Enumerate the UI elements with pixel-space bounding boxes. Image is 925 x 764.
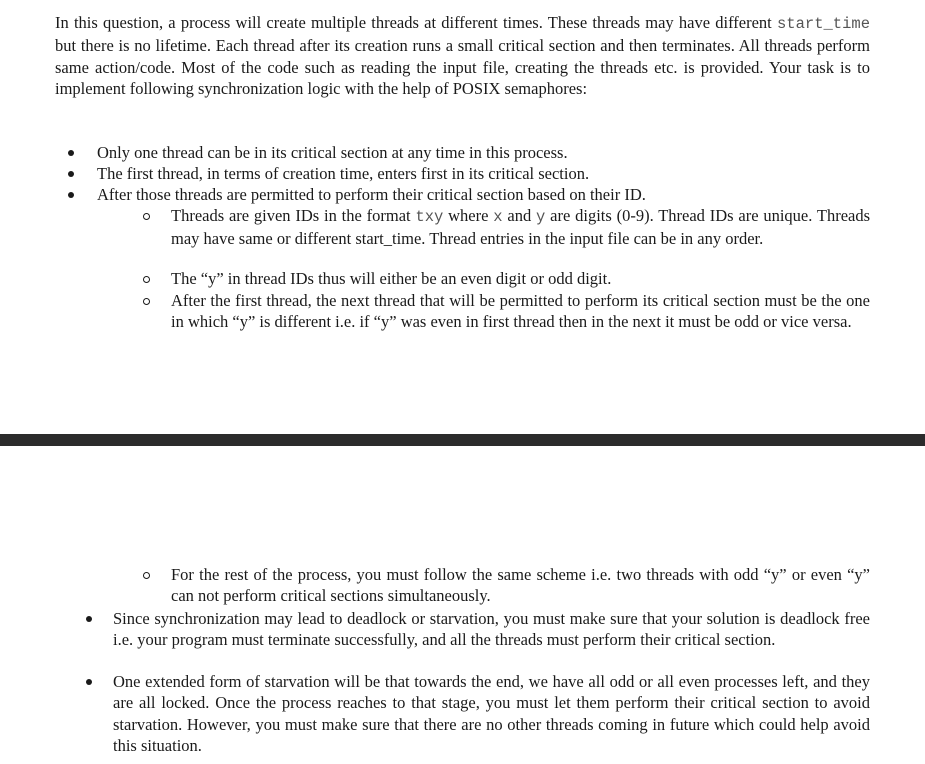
bullet-dot-icon	[86, 616, 92, 622]
ids-text-4: are digits (0-9). Thread IDs are unique. Threads may have same or different start_time. Thread entries in the input file can be in any order.	[171, 206, 871, 249]
ids-text-3: and	[502, 206, 537, 225]
sub-bullet-circle-icon	[143, 298, 150, 305]
bullet-item-1: Only one thread can be in its critical section at any time in this process.	[97, 143, 568, 162]
code-txy: txy	[415, 208, 444, 226]
ids-text-1: Threads are given IDs in the format	[171, 206, 416, 225]
bullet-dot-icon	[68, 150, 74, 156]
intro-text-2: but there is no lifetime. Each thread after its creation runs a small critical section and then terminates. All threads perform same action/code. Most of the code such as reading the input file, creating the threads etc. is provided. Your task is to implement following synchronization logic with the help of POSIX semaphores:	[55, 36, 870, 98]
bullet-dot-icon	[68, 192, 74, 198]
sub-bullet-parity: The “y” in thread IDs thus will either be an even digit or odd digit.	[171, 269, 612, 288]
code-start-time: start_time	[776, 15, 870, 33]
code-y: y	[536, 208, 546, 226]
bottom-bullet-starvation: One extended form of starvation will be that towards the end, we have all odd or all even processes left, and they are all locked. Once the process reaches to that stage, you must let them perform their critical section to avoid starvation. However, you must make sure that there are no other threads coming in future which could help avoid this situation.	[113, 672, 870, 755]
sub-bullet-circle-icon	[143, 213, 150, 220]
page-divider	[0, 434, 925, 446]
sub-bullet-rest: For the rest of the process, you must follow the same scheme i.e. two threads with odd “y” or even “y” can not perform critical sections simultaneously.	[171, 565, 870, 606]
bullet-item-2: The first thread, in terms of creation time, enters first in its critical section.	[97, 164, 590, 183]
bullet-dot-icon	[86, 679, 92, 685]
bottom-bullet-deadlock: Since synchronization may lead to deadlock or starvation, you must make sure that your solution is deadlock free i.e. your program must terminate successfully, and all the threads must perform their critical section.	[113, 609, 870, 650]
bullet-dot-icon	[68, 171, 74, 177]
sub-bullet-circle-icon	[143, 276, 150, 283]
ids-text-2: where	[443, 206, 494, 225]
sub-bullet-circle-icon	[143, 572, 150, 579]
bullet-item-3: After those threads are permitted to perform their critical section based on their ID.	[97, 185, 646, 204]
code-x: x	[493, 208, 503, 226]
intro-text-1: In this question, a process will create multiple threads at different times. These threads may have different	[55, 13, 777, 32]
sub-bullet-ids	[171, 205, 870, 250]
sub-bullet-after-first: After the first thread, the next thread that will be permitted to perform its critical section must be the one in which “y” is different i.e. if “y” was even in first thread then in the next it must be odd or vice versa.	[171, 291, 870, 332]
intro-paragraph	[55, 12, 870, 99]
document-page-bottom	[0, 446, 925, 764]
